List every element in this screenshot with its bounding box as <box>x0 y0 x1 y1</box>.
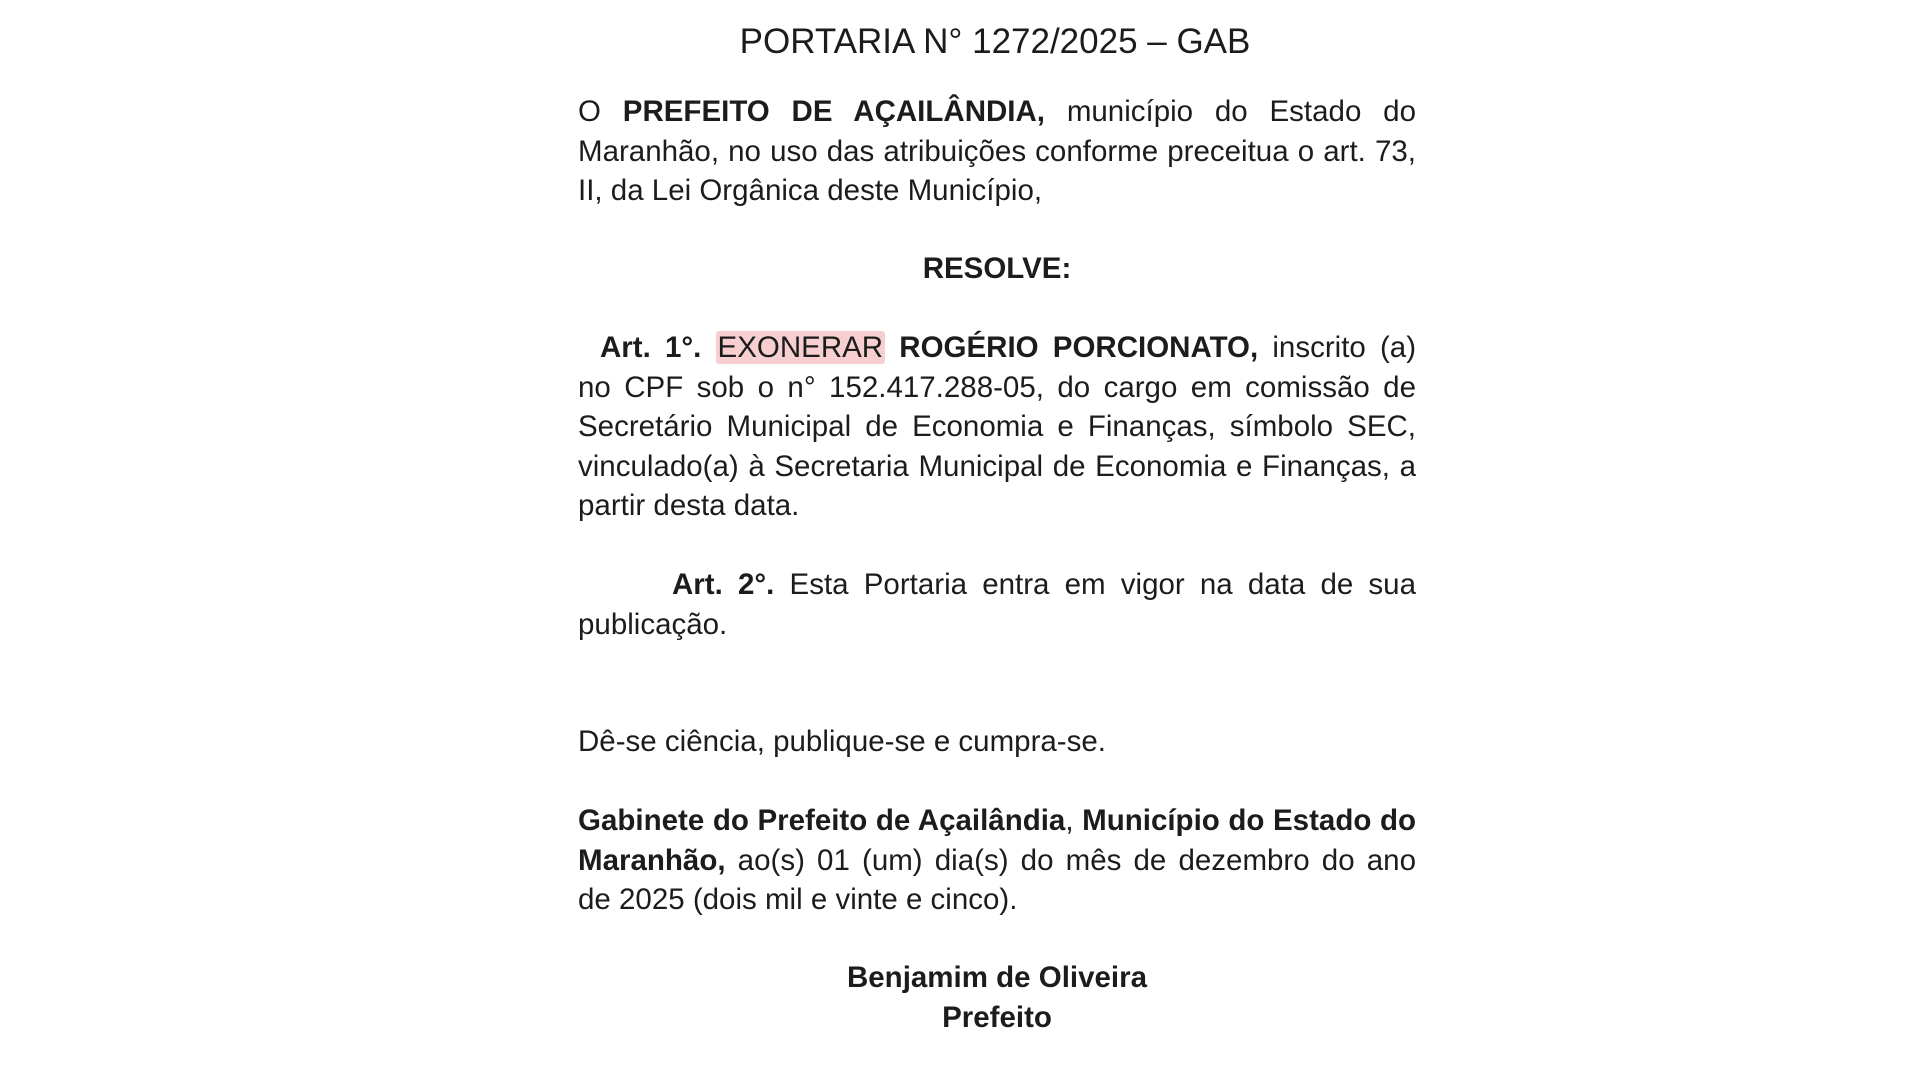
resolve-heading: RESOLVE: <box>922 252 1072 285</box>
article-2-label: Art. 2°. <box>672 568 775 601</box>
intro-paragraph <box>578 92 1416 211</box>
gabinete-separator: , <box>1065 804 1083 837</box>
signature-role: Prefeito <box>942 1000 1052 1034</box>
intro-authority: PREFEITO DE AÇAILÂNDIA, <box>622 95 1045 128</box>
article-1-label: Art. 1°. <box>600 331 702 364</box>
gabinete-paragraph <box>578 801 1416 920</box>
closing-paragraph: Dê-se ciência, publique-se e cumpra-se. <box>578 725 1106 758</box>
document-title: PORTARIA N° 1272/2025 – GAB <box>739 22 1251 61</box>
signature-block <box>578 958 1416 1037</box>
article-1-action-highlight: EXONERAR <box>717 331 884 364</box>
intro-prefix: O <box>578 95 623 128</box>
gabinete-date-text: ao(s) 01 (um) dia(s) do mês de dezembro do ano de 2025 (dois mil e vinte e cinco). <box>578 843 1416 916</box>
signature-name: Benjamim de Oliveira <box>846 961 1148 994</box>
intro-text: município do Estado do Maranhão, no uso das atribuições conforme preceitua o art. 73, II, da Lei Orgânica deste Município, <box>578 95 1416 207</box>
article-2-text: Esta Portaria entra em vigor na data de sua publicação. <box>578 568 1416 641</box>
article-1-paragraph <box>578 328 1416 526</box>
gabinete-office: Gabinete do Prefeito de Açailândia <box>578 804 1066 837</box>
article-2-paragraph <box>578 565 1416 644</box>
article-1-person-name: ROGÉRIO PORCIONATO, <box>899 331 1259 364</box>
article-1-text: inscrito (a) no CPF sob o n° 152.417.288-05, do cargo em comissão de Secretário Municipal de Economia e Finanças, símbolo SEC, vinculado(a) à Secretaria Municipal de Economia e Finanças, a partir desta data. <box>578 331 1417 522</box>
gabinete-municipality: Município do Estado do Maranhão, <box>578 804 1416 877</box>
